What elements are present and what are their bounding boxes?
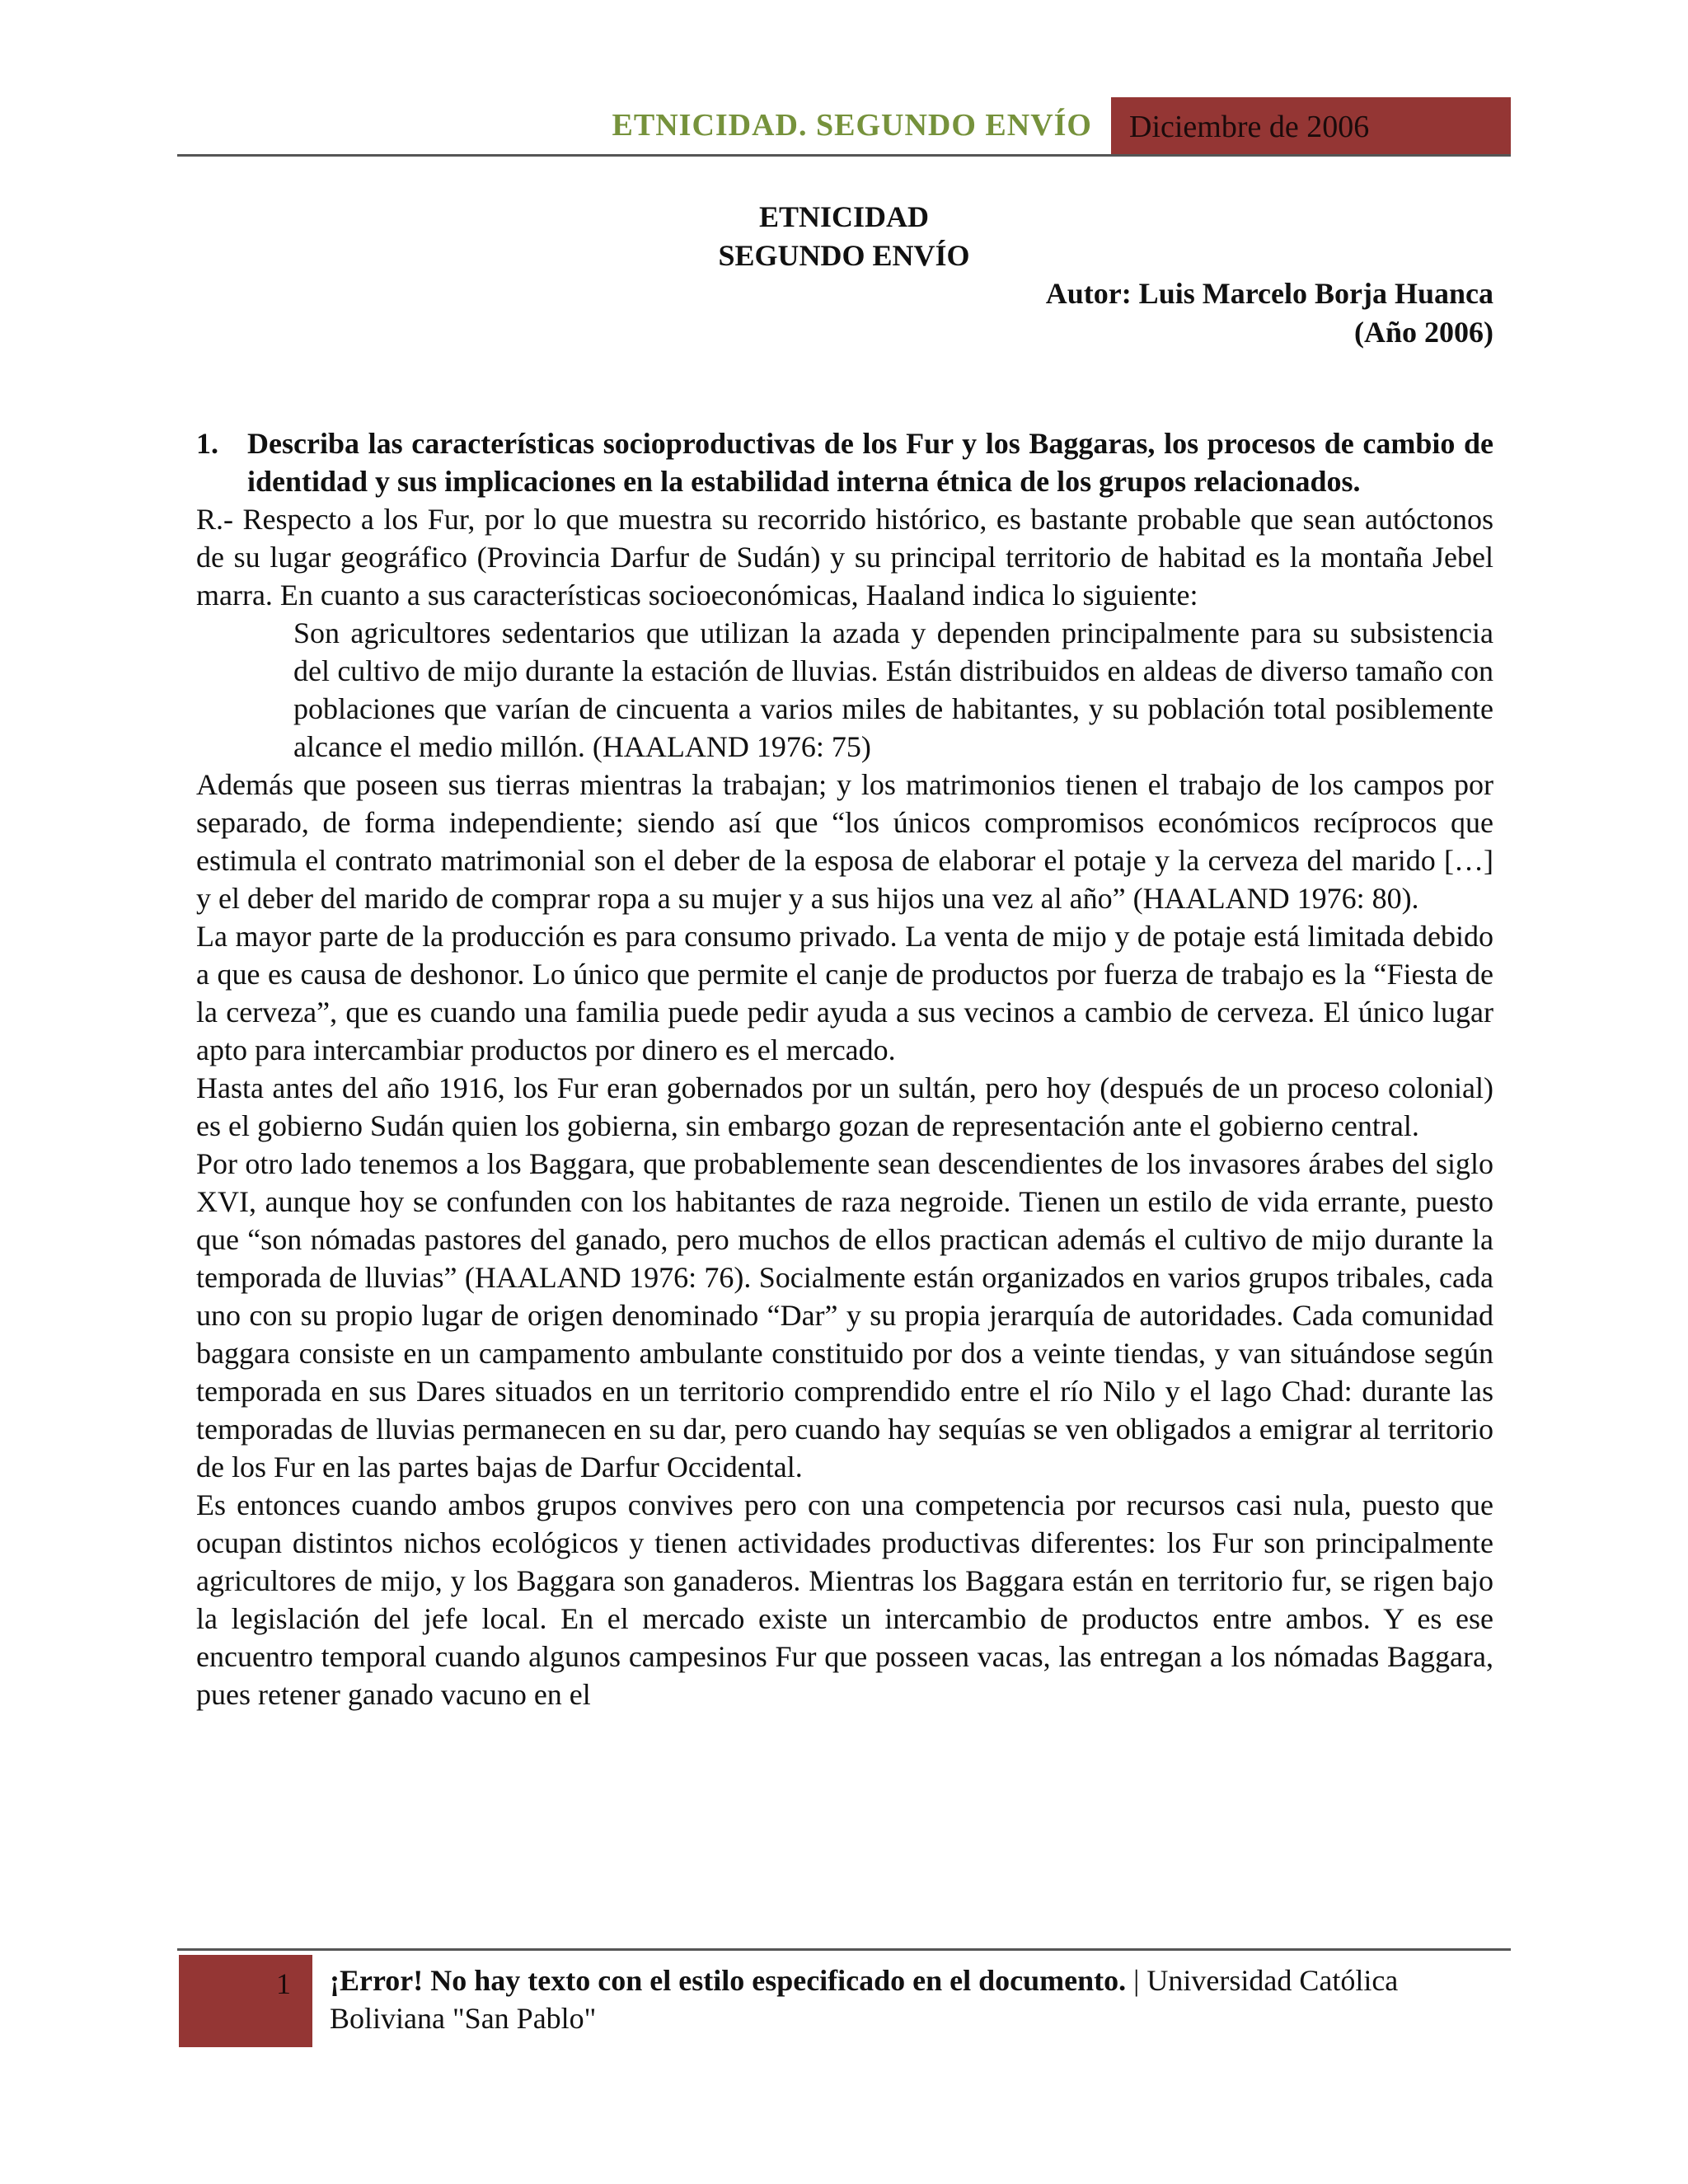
header-divider xyxy=(177,154,1511,157)
footer-text xyxy=(330,1961,1484,2037)
answer-paragraph-6: Es entonces cuando ambos grupos convives pero con una competencia por recursos casi nula, puesto que ocupan distintos nichos ecológicos y tienen actividades productivas diferentes: los Fur son principalmente agricultores de mijo, y los Baggara son ganaderos. Mientras los Baggara están en territorio fur, se rigen bajo la legislación del jefe local. En el mercado existe un intercambio de productos entre ambos. Y es ese encuentro temporal cuando algunos campesinos Fur que posseen vacas, las entregan a los nómadas Baggara, pues retener ganado vacuno en el xyxy=(196,1488,1493,1711)
footer-divider xyxy=(177,1948,1511,1951)
document-title xyxy=(177,198,1511,275)
author-block xyxy=(177,274,1493,352)
author-name: Autor: Luis Marcelo Borja Huanca xyxy=(1045,277,1493,310)
header-title: ETNICIDAD. SEGUNDO ENVÍO xyxy=(612,108,1092,143)
answer-paragraph-4: Hasta antes del año 1916, los Fur eran gobernados por un sultán, pero hoy (después de un proceso colonial) es el gobierno Sudán quien los gobierna, sin embargo gozan de representación ante el gobierno central. xyxy=(196,1071,1493,1142)
document-body xyxy=(196,424,1493,1713)
question-number: 1. xyxy=(196,427,218,460)
title-line-2: SEGUNDO ENVÍO xyxy=(718,239,970,272)
answer-paragraph-2: Además que poseen sus tierras mientras la trabajan; y los matrimonios tienen el trabajo de los campos por separado, de forma independiente; siendo así que “los únicos compromisos económicos recíprocos que estimula el contrato matrimonial son el deber de la esposa de elaborar el potaje y la cerveza del marido […] y el deber del marido de comprar ropa a su mujer y a sus hijos una vez al año” (HAALAND 1976: 80). xyxy=(196,768,1493,915)
footer-institution: Universidad Católica Boliviana "San Pablo" xyxy=(330,1964,1399,2035)
header-date-box: Diciembre de 2006 xyxy=(1111,97,1511,155)
question-item xyxy=(196,424,1493,500)
block-quote: Son agricultores sedentarios que utilizan la azada y dependen principalmente para su subsistencia del cultivo de mijo durante la estación de lluvias. Están distribuidos en aldeas de diverso tamaño con poblaciones que varían de cincuenta a varios miles de habitantes, y su población total posiblemente alcance el medio millón. (HAALAND 1976: 75) xyxy=(293,616,1493,763)
title-line-1: ETNICIDAD xyxy=(758,200,930,233)
answer-paragraph-3: La mayor parte de la producción es para consumo privado. La venta de mijo y de potaje está limitada debido a que es causa de deshonor. Lo único que permite el canje de productos por fuerza de trabajo es la “Fiesta de la cerveza”, que es cuando una familia puede pedir ayuda a sus vecinos a cambio de cerveza. El único lugar apto para intercambiar productos por dinero es el mercado. xyxy=(196,920,1493,1066)
footer-error-text: ¡Error! No hay texto con el estilo especificado en el documento. xyxy=(330,1964,1127,1997)
page-number: 1 xyxy=(179,1955,312,2047)
question-text: Describa las características socioproductivas de los Fur y los Baggaras, los procesos de cambio de identidad y sus implicaciones en la estabilidad interna étnica de los grupos relacionados. xyxy=(247,427,1493,498)
answer-paragraph-5: Por otro lado tenemos a los Baggara, que probablemente sean descendientes de los invasores árabes del siglo XVI, aunque hoy se confunden con los habitantes de raza negroide. Tienen un estilo de vida errante, puesto que “son nómadas pastores del ganado, pero muchos de ellos practican además el cultivo de mijo durante la temporada de lluvias” (HAALAND 1976: 76). Socialmente están organizados en varios grupos tribales, cada uno con su propio lugar de origen denominado “Dar” y su propia jerarquía de autoridades. Cada comunidad baggara consiste en un campamento ambulante constituido por dos a veinte tiendas, y van situándose según temporada en sus Dares situados en un territorio comprendido entre el río Nilo y el lago Chad: durante las temporadas de lluvias permanecen en su dar, pero cuando hay sequías se ven obligados a emigrar al territorio de los Fur en las partes bajas de Darfur Occidental. xyxy=(196,1147,1493,1483)
footer-separator: | xyxy=(1133,1964,1140,1997)
answer-paragraph-1: R.- Respecto a los Fur, por lo que muestra su recorrido histórico, es bastante probable que sean autóctonos de su lugar geográfico (Provincia Darfur de Sudán) y su principal territorio de habitad es la montaña Jebel marra. En cuanto a sus características socioeconómicas, Haaland indica lo siguiente: xyxy=(196,503,1493,612)
author-year: (Año 2006) xyxy=(1354,316,1493,349)
